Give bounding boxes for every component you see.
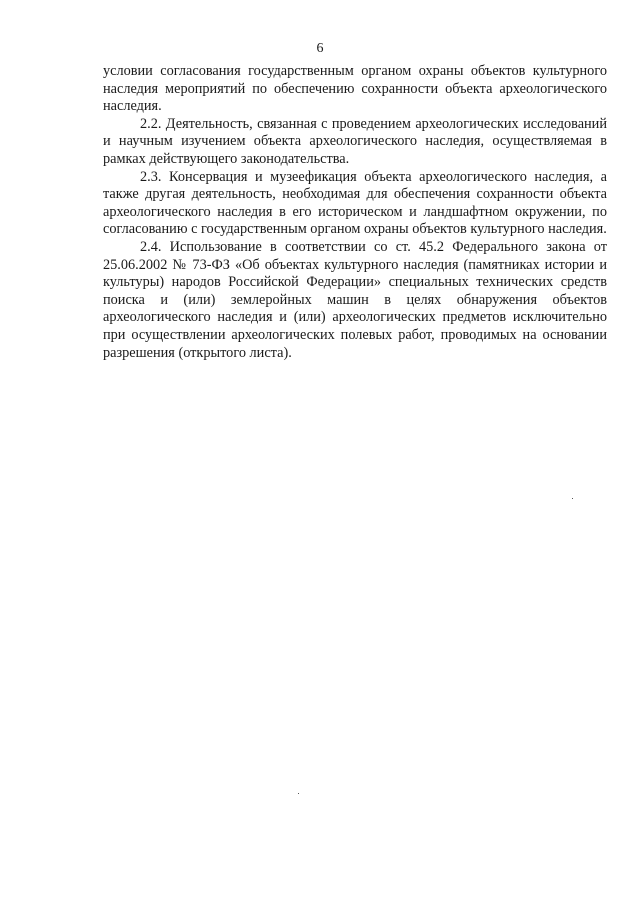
document-body bbox=[103, 63, 607, 362]
paragraph-2-3: 2.3. Консервация и музеефикация объекта археологического наследия, а также другая деятельность, необходимая для обеспечения сохранности объекта археологического наследия в его историческом и ландшафтном окружении, по согласованию с государственным органом охраны объектов культурного наследия. bbox=[103, 168, 607, 238]
scan-speck bbox=[572, 498, 573, 499]
paragraph-continuation: условии согласования государственным органом охраны объектов культурного наследия мероприятий по обеспечению сохранности объекта археологического наследия. bbox=[103, 63, 607, 115]
page-number: 6 bbox=[316, 41, 324, 56]
scan-speck bbox=[298, 793, 299, 794]
paragraph-2-2: 2.2. Деятельность, связанная с проведением археологических исследований и научным изучением объекта археологического наследия, осуществляемая в рамках действующего законодательства. bbox=[103, 115, 607, 167]
paragraph-2-4: 2.4. Использование в соответствии со ст. 45.2 Федерального закона от 25.06.2002 № 73-ФЗ «Об объектах культурного наследия (памятниках истории и культуры) народов Российской Федерации» специальных технических средств поиска и (или) землеройных машин в целях обнаружения объектов археологического наследия и (или) археологических предметов исключительно при осуществлении археологических полевых работ, проводимых на основании разрешения (открытого листа). bbox=[103, 238, 607, 361]
